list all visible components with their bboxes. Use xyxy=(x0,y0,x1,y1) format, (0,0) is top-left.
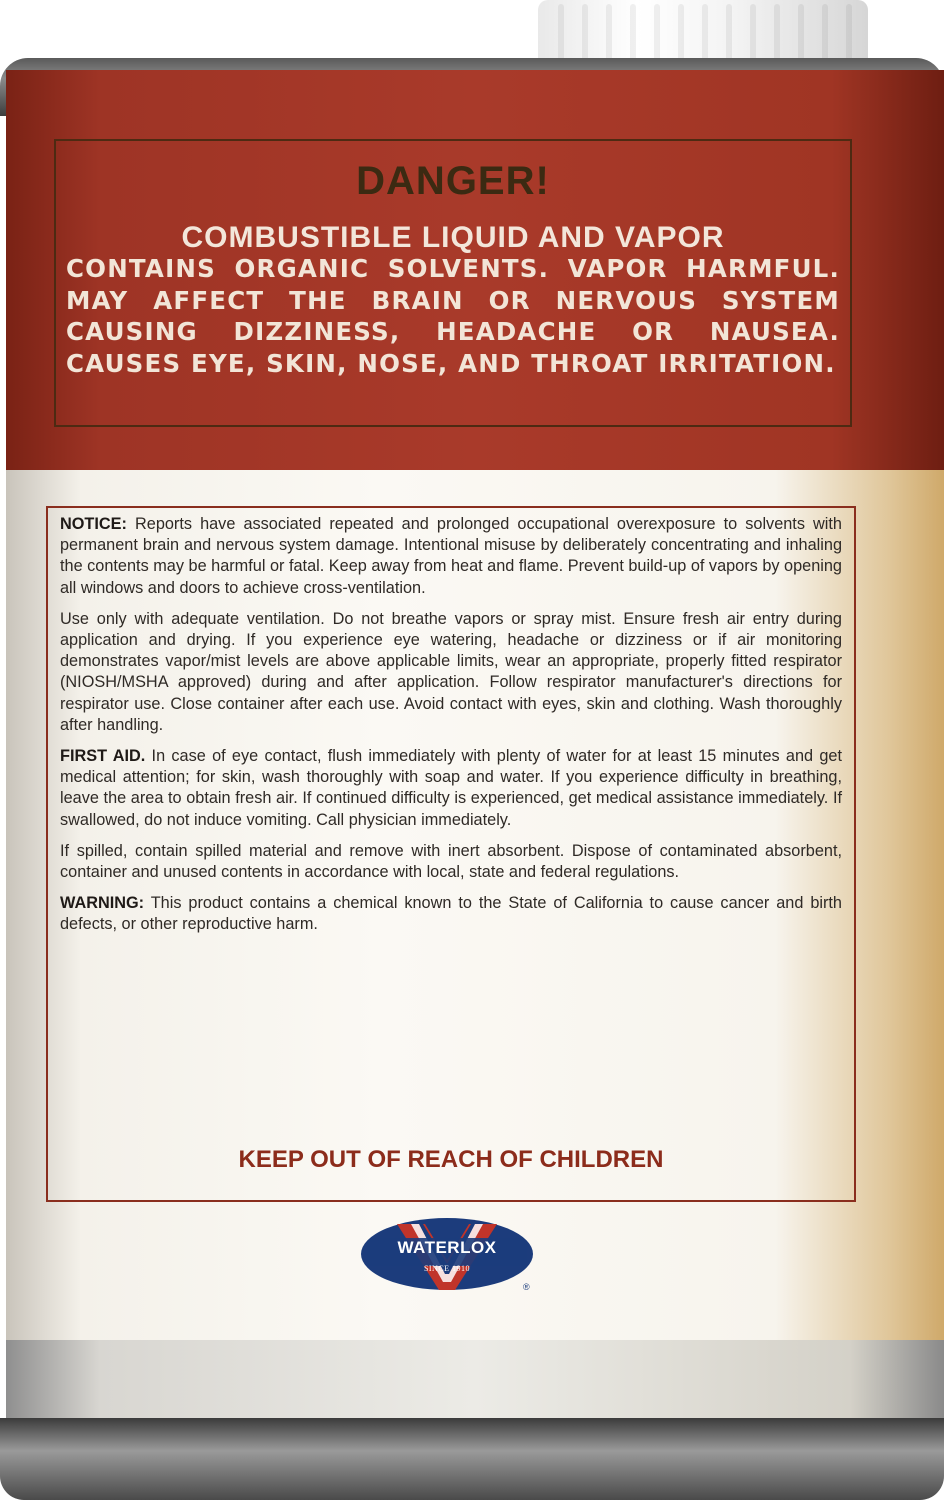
logo-brand: WATERLOX xyxy=(397,1238,497,1257)
warning-label: WARNING: xyxy=(60,894,145,913)
warning-text: This product contains a chemical known to the State of California to cause cancer and birth defects, or other reproductive harm. xyxy=(60,894,842,934)
danger-body: CONTAINS ORGANIC SOLVENTS. VAPOR HARMFUL. MAY AFFECT THE BRAIN OR NERVOUS SYSTEM CAUSING DIZZINESS, HEADACHE OR NAUSEA. CAUSES EYE, SKIN, NOSE, AND THROAT IRRITATION. xyxy=(66,254,840,378)
notice-content xyxy=(60,514,842,946)
first-aid-text: In case of eye contact, flush immediately with plenty of water for at least 15 minutes and get medical attention; for skin, wash thoroughly with soap and water. If you experience difficulty in breathing, leave the area to obtain fresh air. If continued difficulty is experienced, get medical assistance immediately. If swallowed, do not induce vomiting. Call physician immediately. xyxy=(60,747,843,829)
first-aid-label: FIRST AID. xyxy=(60,747,146,766)
danger-title: DANGER! xyxy=(356,159,550,203)
first-aid-paragraph xyxy=(60,746,842,831)
label-bottom-band xyxy=(6,1340,944,1430)
danger-warning-box xyxy=(54,139,852,427)
waterlox-logo xyxy=(359,1216,535,1296)
can-bottom-rim xyxy=(0,1418,944,1500)
notice-text: Reports have associated repeated and prolonged occupational overexposure to solvents with permanent brain and nervous system damage. Intentional misuse by deliberately concentrating and inhaling the contents may be harmful or fatal. Keep away from heat and flame. Prevent build-up of vapors by opening all windows and doors to achieve cross-ventilation. xyxy=(60,515,842,597)
registered-mark: ® xyxy=(523,1282,530,1292)
notice-paragraph xyxy=(60,514,842,599)
logo-since: SINCE 1910 xyxy=(423,1264,471,1273)
notice-box xyxy=(46,506,856,1202)
ventilation-paragraph: Use only with adequate ventilation. Do not breathe vapors or spray mist. Ensure fresh air entry during application and drying. If you experience eye watering, headache or dizziness or if air monitoring demonstrates vapor/mist levels are above applicable limits, wear an appropriate, properly fitted respirator (NIOSH/MSHA approved) during and after application. Follow respirator manufacturer's directions for respirator use. Close container after each use. Avoid contact with eyes, skin and clothing. Wash thoroughly after handling. xyxy=(60,609,842,734)
keep-out-of-reach: KEEP OUT OF REACH OF CHILDREN xyxy=(238,1146,664,1173)
spill-paragraph: If spilled, contain spilled material and remove with inert absorbent. Dispose of contaminated absorbent, container and unused contents in accordance with local, state and federal regulations. xyxy=(60,841,842,882)
warning-paragraph xyxy=(60,893,842,935)
notice-label: NOTICE: xyxy=(60,515,127,533)
danger-subtitle: COMBUSTIBLE LIQUID AND VAPOR xyxy=(181,221,725,254)
